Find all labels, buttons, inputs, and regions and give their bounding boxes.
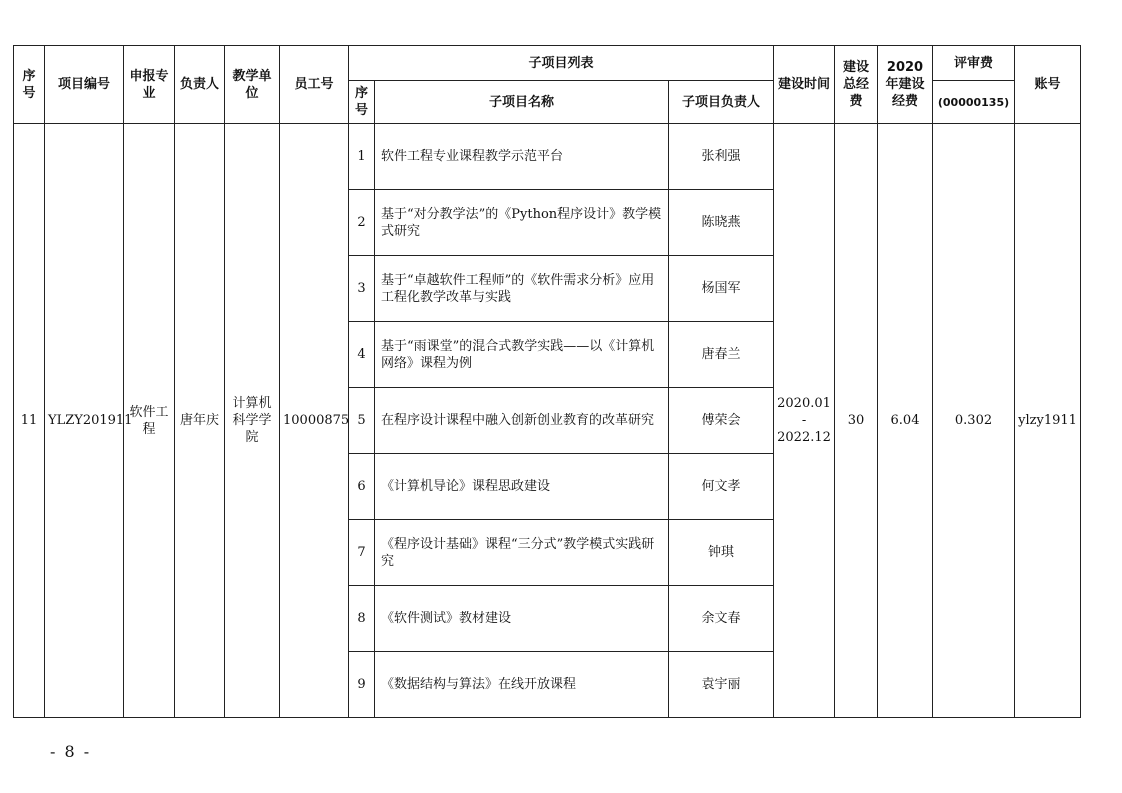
header-sub-seq: 序号	[349, 81, 375, 124]
project-seq: 11	[14, 124, 45, 718]
subproject-seq: 8	[349, 586, 375, 652]
subproject-name: 在程序设计课程中融入创新创业教育的改革研究	[375, 388, 669, 454]
header-employee-id: 员工号	[280, 46, 349, 124]
header-review-fee-code: (00000135)	[933, 81, 1015, 124]
period-end: 2022.12	[777, 430, 831, 445]
table-row	[14, 124, 1081, 190]
subproject-name: 《数据结构与算法》在线开放课程	[375, 652, 669, 718]
header-review-fee: 评审费	[933, 46, 1015, 81]
subproject-seq: 1	[349, 124, 375, 190]
subproject-leader: 陈晓燕	[669, 190, 774, 256]
header-funds-2020: 2020年建设经费	[878, 46, 933, 124]
project-total-funds: 30	[835, 124, 878, 718]
subproject-seq: 6	[349, 454, 375, 520]
subproject-seq: 4	[349, 322, 375, 388]
subproject-name: 《程序设计基础》课程“三分式”教学模式实践研究	[375, 520, 669, 586]
subproject-name: 基于“对分教学法”的《Python程序设计》教学模式研究	[375, 190, 669, 256]
header-total-funds: 建设总经费	[835, 46, 878, 124]
project-unit: 计算机科学学院	[225, 124, 280, 718]
subproject-leader: 张利强	[669, 124, 774, 190]
subproject-seq: 2	[349, 190, 375, 256]
header-account: 账号	[1015, 46, 1081, 124]
header-subproject-list: 子项目列表	[349, 46, 774, 81]
project-period	[774, 124, 835, 718]
header-seq: 序号	[14, 46, 45, 124]
period-sep: -	[801, 413, 807, 428]
funding-table	[13, 45, 1081, 718]
project-funds-2020: 6.04	[878, 124, 933, 718]
period-start: 2020.01	[777, 396, 831, 411]
subproject-leader: 杨国军	[669, 256, 774, 322]
header-period: 建设时间	[774, 46, 835, 124]
subproject-leader: 钟琪	[669, 520, 774, 586]
table-body	[14, 124, 1081, 718]
project-major: 软件工程	[124, 124, 175, 718]
header-leader: 负责人	[175, 46, 225, 124]
subproject-seq: 5	[349, 388, 375, 454]
header-unit: 教学单位	[225, 46, 280, 124]
subproject-leader: 袁宇丽	[669, 652, 774, 718]
subproject-name: 《计算机导论》课程思政建设	[375, 454, 669, 520]
subproject-leader: 何文孝	[669, 454, 774, 520]
project-code: YLZY201911	[45, 124, 124, 718]
project-leader: 唐年庆	[175, 124, 225, 718]
header-sub-leader: 子项目负责人	[669, 81, 774, 124]
project-employee-id: 10000875	[280, 124, 349, 718]
project-review-fee: 0.302	[933, 124, 1015, 718]
header-project-code: 项目编号	[45, 46, 124, 124]
subproject-name: 基于“卓越软件工程师”的《软件需求分析》应用工程化教学改革与实践	[375, 256, 669, 322]
subproject-name: 软件工程专业课程教学示范平台	[375, 124, 669, 190]
subproject-leader: 傅荣会	[669, 388, 774, 454]
subproject-name: 《软件测试》教材建设	[375, 586, 669, 652]
subproject-seq: 9	[349, 652, 375, 718]
project-account: ylzy1911	[1015, 124, 1081, 718]
subproject-leader: 余文春	[669, 586, 774, 652]
subproject-name: 基于“雨课堂”的混合式教学实践——以《计算机网络》课程为例	[375, 322, 669, 388]
subproject-seq: 3	[349, 256, 375, 322]
header-major: 申报专业	[124, 46, 175, 124]
header-sub-name: 子项目名称	[375, 81, 669, 124]
page-number: - 8 -	[50, 742, 92, 761]
subproject-seq: 7	[349, 520, 375, 586]
subproject-leader: 唐春兰	[669, 322, 774, 388]
